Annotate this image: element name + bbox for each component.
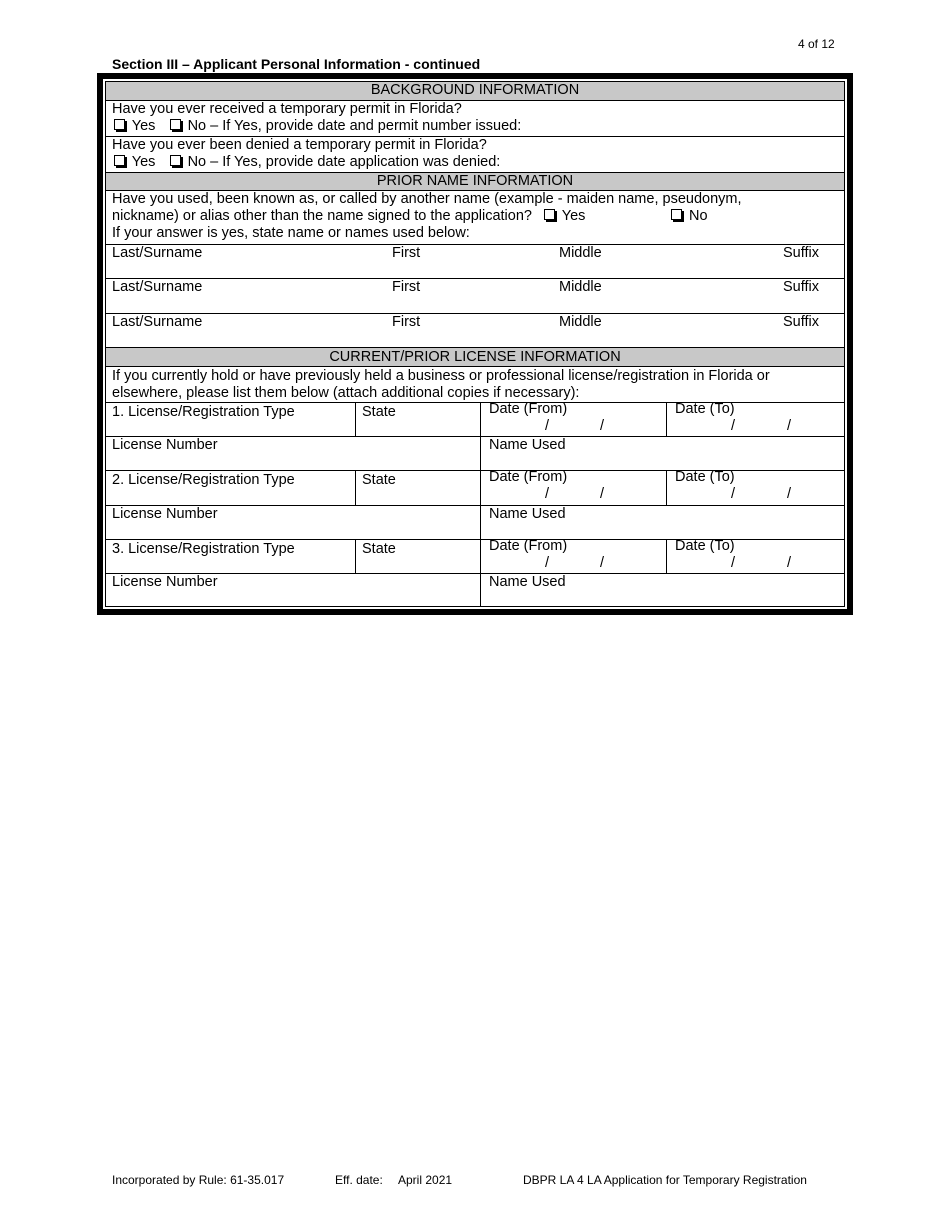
license-header-label: CURRENT/PRIOR LICENSE INFORMATION [329,349,621,365]
license-header [106,347,844,366]
license-entry-1-details [106,436,844,470]
footer-rule: Incorporated by Rule: 61-35.017 [112,1173,285,1187]
date-separator: / [787,555,792,571]
prior-name-yes-checkbox[interactable] [544,209,555,220]
date-separator: / [787,418,792,434]
license-number-field[interactable] [106,506,481,539]
permit-denied-no-label: No – If Yes, provide date application was denied: [187,154,501,170]
prior-name-yes-label: Yes [561,208,586,224]
date-to-label: Date (To) [675,469,735,485]
suffix-label: Suffix [783,245,820,261]
page-number: 4 of 12 [798,37,835,51]
permit-denied-no-checkbox[interactable] [170,155,181,166]
license-type-label: 1. License/Registration Type [112,404,295,420]
license-type-field[interactable] [106,403,356,436]
license-type-label: 2. License/Registration Type [112,472,295,488]
license-state-field[interactable] [356,540,481,573]
name-used-field[interactable] [481,574,844,607]
license-entry-3 [106,539,844,573]
background-header-label: BACKGROUND INFORMATION [370,82,580,98]
footer-eff-date: April 2021 [398,1173,453,1187]
permit-received-no-checkbox[interactable] [170,119,181,130]
license-entry-2 [106,470,844,505]
date-from-label: Date (From) [489,538,568,554]
date-separator: / [600,486,605,502]
first-name-label: First [392,314,421,330]
permit-denied-yes-checkbox[interactable] [114,155,125,166]
first-name-label: First [392,279,421,295]
section-title: Section III – Applicant Personal Information - continued [112,56,481,72]
middle-name-label: Middle [559,279,602,295]
license-number-field[interactable] [106,574,481,607]
suffix-label: Suffix [783,314,820,330]
date-separator: / [731,486,736,502]
prior-name-question-line1: Have you used, been known as, or called by another name (example - maiden name, pseudonym, [112,191,742,207]
middle-name-label: Middle [559,314,602,330]
background-question-2 [106,136,844,172]
suffix-label: Suffix [783,279,820,295]
state-label: State [362,472,396,488]
form-frame [97,73,853,615]
license-type-field[interactable] [106,471,356,505]
prior-name-header-label: PRIOR NAME INFORMATION [376,173,574,189]
date-separator: / [545,418,550,434]
permit-denied-question: Have you ever been denied a temporary permit in Florida? [112,137,487,153]
permit-received-question: Have you ever received a temporary permit in Florida? [112,101,462,117]
date-from-label: Date (From) [489,469,568,485]
state-label: State [362,404,396,420]
name-used-field[interactable] [481,437,844,470]
date-to-field[interactable] [667,540,844,573]
footer-eff-label: Eff. date: [335,1173,383,1187]
name-used-field[interactable] [481,506,844,539]
license-entry-2-details [106,505,844,539]
prior-name-header [106,172,844,190]
date-to-label: Date (To) [675,401,735,417]
license-entry-1 [106,402,844,436]
date-separator: / [787,486,792,502]
prior-name-row-1[interactable] [106,244,844,278]
prior-name-instruction: If your answer is yes, state name or names used below: [112,225,470,241]
license-entry-3-details [106,573,844,607]
prior-name-no-label: No [689,208,708,224]
permit-received-no-label: No – If Yes, provide date and permit number issued: [187,118,522,134]
prior-name-no-checkbox[interactable] [671,209,682,220]
date-from-field[interactable] [481,403,667,436]
date-from-label: Date (From) [489,401,568,417]
prior-name-question-line2: nickname) or alias other than the name signed to the application? [112,208,532,224]
license-intro-line2: elsewhere, please list them below (attach additional copies if necessary): [112,385,580,401]
state-label: State [362,541,396,557]
license-type-field[interactable] [106,540,356,573]
date-to-field[interactable] [667,403,844,436]
middle-name-label: Middle [559,245,602,261]
date-separator: / [600,418,605,434]
license-number-label: License Number [112,574,218,590]
license-number-field[interactable] [106,437,481,470]
background-question-1 [106,100,844,136]
date-to-label: Date (To) [675,538,735,554]
name-used-label: Name Used [489,437,566,453]
date-separator: / [731,555,736,571]
date-separator: / [600,555,605,571]
license-number-label: License Number [112,437,218,453]
last-name-label: Last/Surname [112,314,203,330]
license-intro-line1: If you currently hold or have previously held a business or professional license/registration in Florida or [112,368,770,384]
date-separator: / [545,486,550,502]
permit-received-yes-label: Yes [131,118,156,134]
last-name-label: Last/Surname [112,245,203,261]
prior-name-row-3[interactable] [106,313,844,347]
name-used-label: Name Used [489,506,566,522]
license-type-label: 3. License/Registration Type [112,541,295,557]
last-name-label: Last/Surname [112,279,203,295]
license-number-label: License Number [112,506,218,522]
permit-received-yes-checkbox[interactable] [114,119,125,130]
license-intro [106,366,844,402]
footer-form-id: DBPR LA 4 LA Application for Temporary Registration [523,1173,807,1187]
permit-denied-yes-label: Yes [131,154,156,170]
first-name-label: First [392,245,421,261]
date-to-field[interactable] [667,471,844,505]
date-from-field[interactable] [481,471,667,505]
date-separator: / [731,418,736,434]
form-grid [105,81,845,607]
prior-name-row-2[interactable] [106,278,844,313]
date-from-field[interactable] [481,540,667,573]
prior-name-question [106,190,844,244]
background-header [106,82,844,100]
name-used-label: Name Used [489,574,566,590]
license-state-field[interactable] [356,471,481,505]
license-state-field[interactable] [356,403,481,436]
date-separator: / [545,555,550,571]
